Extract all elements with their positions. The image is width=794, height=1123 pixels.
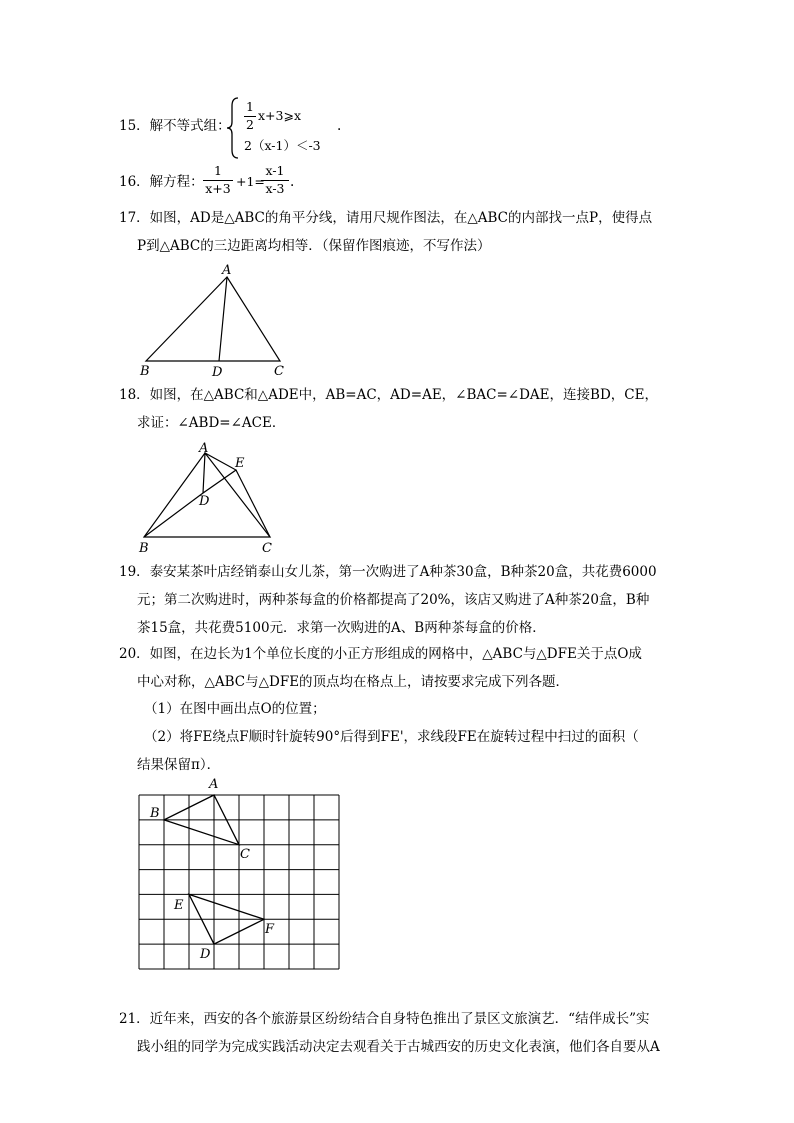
q20-label-b: B [150,806,160,821]
q20-line-2: 中心对称，△ABC与△DFE的顶点均在格点上，请按要求完成下列各题． [137,674,570,690]
q16-rhs-fraction [261,165,289,195]
q18-line-1: 18．如图，在△ABC和△ADE中，AB=AC，AD=AE，∠BAC=∠DAE，连接BD，CE， [119,387,658,403]
q18-line-2: 求证：∠ABD=∠ACE． [137,415,286,431]
q20-label-d: D [200,947,211,962]
q17-line-1: 17．如图，AD是△ABC的角平分线，请用尺规作图法，在△ABC的内部找一点P，使得点 [119,210,653,226]
q20-part-2-line-1: （2）将FE绕点F顺时针旋转90°后得到FE'，求线段FE在旋转过程中扫过的面积（ [144,729,639,745]
segment-ce [236,470,270,537]
q20-part-2-line-2: 结果保留π）． [137,757,221,773]
q19-line-2: 元；第二次购进时，两种茶每盒的价格都提高了20%，该店又购进了A种茶20盒，B种 [137,592,650,608]
q18-label-c: C [262,541,272,556]
q20-line-1: 20．如图，在边长为1个单位长度的小正方形组成的网格中，△ABC与△DFE关于点O成 [119,646,642,662]
q20-label-c: C [240,847,250,862]
q16-lhs-num: 1 [214,163,222,178]
q18-label-b: B [139,541,149,556]
q16-lhs-den: x+3 [205,180,231,196]
q17-triangle-figure [130,260,300,380]
q18-label-d: D [199,494,210,509]
q18-label-e: E [235,456,245,471]
q17-line-2: P到△ABC的三边距离均相等．（保留作图痕迹，不写作法） [137,238,491,254]
q16-tail: . [290,174,295,190]
brace-icon [226,96,240,160]
q16-lhs-fraction [203,165,233,195]
q15-fraction [244,101,256,131]
q16-label: 16．解方程： [119,174,204,190]
q16-plus-one: +1= [236,174,265,189]
segment-ad [219,277,227,361]
q21-line-2: 践小组的同学为完成实践活动决定去观看关于古城西安的历史文化表演，他们各自要从A [137,1039,660,1055]
q15-label: 15．解不等式组： [119,118,231,134]
q17-label-d: D [212,365,223,380]
q15-tail: . [337,118,342,134]
q17-label-b: B [140,364,150,379]
triangle-abc [146,277,280,361]
q15-inequality-1: x+3⩾x [258,108,301,123]
q19-line-1: 19．泰安某茶叶店经销泰山女儿茶，第一次购进了A种茶30盒，B种茶20盒，共花费6000 [119,564,657,580]
q18-triangle-figure [135,440,285,560]
q20-label-a: A [209,777,219,792]
q15-frac-den: 2 [246,116,254,132]
q20-label-e: E [174,898,184,913]
segment-bd [144,493,203,537]
q21-line-1: 21．近年来，西安的各个旅游景区纷纷结合自身特色推出了景区文旅演艺．“结伴成长”实 [119,1011,650,1027]
q18-label-a: A [199,441,209,456]
q17-label-c: C [274,364,284,379]
q15-frac-num: 1 [246,99,254,114]
q20-part-1: （1）在图中画出点O的位置； [144,701,326,717]
q17-label-a: A [222,263,232,278]
q20-label-f: F [265,922,275,937]
q16-rhs-num: x-1 [265,163,285,178]
q19-line-3: 茶15盒，共花费5100元．求第一次购进的A、B两种茶每盒的价格． [137,620,546,636]
q20-grid-figure [130,775,355,975]
q15-inequality-2: 2（x-1）＜-3 [244,138,321,153]
q16-rhs-den: x-3 [265,180,285,196]
